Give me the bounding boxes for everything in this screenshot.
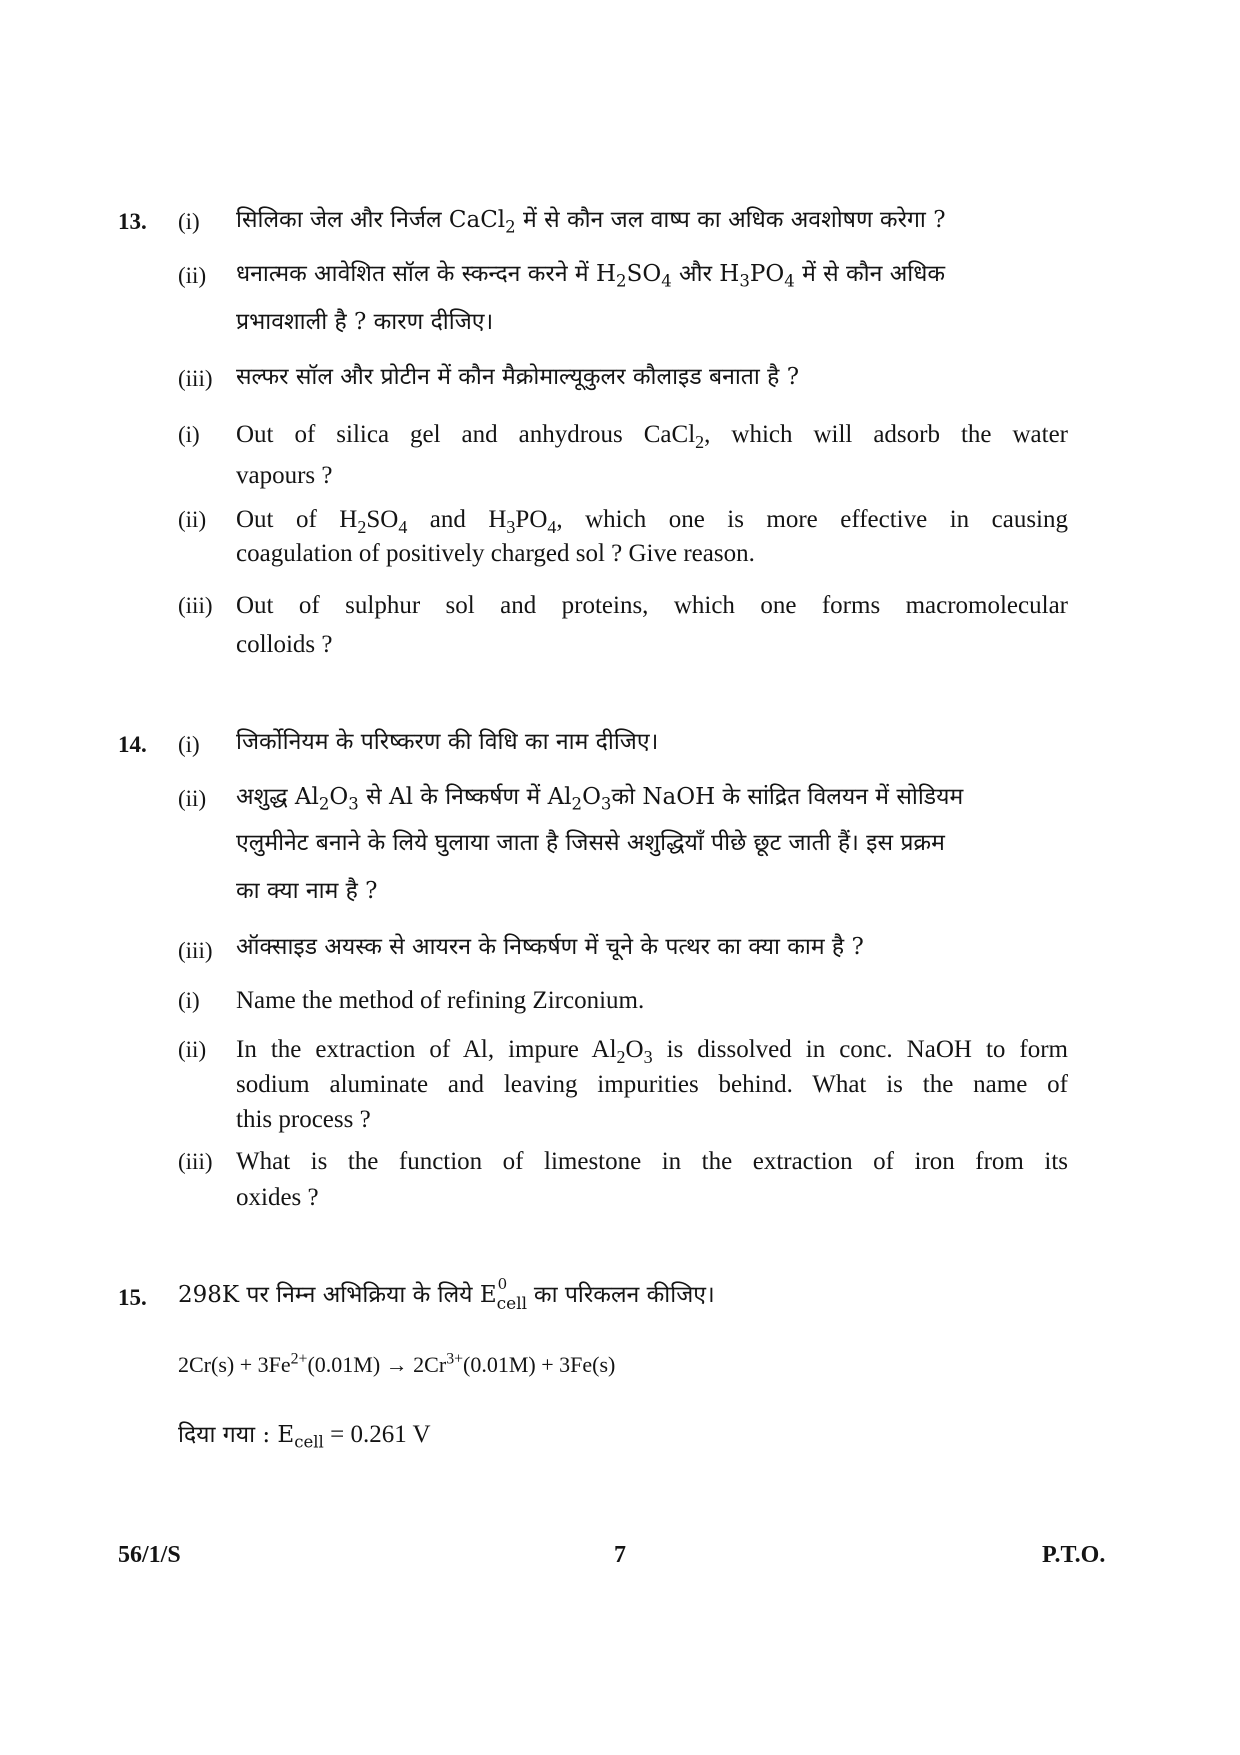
paper-code: 56/1/S: [118, 1542, 181, 1568]
question-text-english: this process ?: [236, 1106, 371, 1133]
question-text-hindi: प्रभावशाली है ? कारण दीजिए।: [236, 309, 494, 335]
part-marker: (iii): [178, 938, 213, 963]
question-text-english: coagulation of positively charged sol ? Give reason.: [236, 540, 755, 567]
question-text-english: What is the function of limestone in the extraction of iron from its: [236, 1148, 1068, 1175]
part-marker: (iii): [178, 593, 213, 618]
part-marker: (ii): [178, 1037, 207, 1062]
part-marker: (i): [178, 732, 200, 757]
question-number: 14.: [118, 732, 147, 757]
part-marker: (i): [178, 209, 200, 234]
given-value: दिया गया : $E_{cell} = 0.261$ V: [178, 1421, 431, 1452]
question-text-hindi: अशुद्ध $Al_2O_3$ से Al के निष्कर्षण में $Al_2O_3को$ NaOH के सांद्रित विलयन में सोडियम: [236, 784, 964, 814]
question-text-english: vapours ?: [236, 462, 333, 489]
part-marker: (iii): [178, 366, 213, 391]
part-marker: (iii): [178, 1149, 213, 1174]
question-text-hindi: धनात्मक आवेशित सॉल के स्कन्दन करने में $H_2SO_4$ और $H_3PO_4$ में से कौन अधिक: [236, 261, 946, 291]
part-marker: (ii): [178, 507, 207, 532]
question-text-english: Out of silica gel and anhydrous CaCl$_2$, which will adsorb the water: [236, 421, 1069, 452]
part-marker: (i): [178, 988, 200, 1013]
question-text-hindi: 298K पर निम्न अभिक्रिया के लिये E 0 cell का परिकलन कीजिए।: [178, 1275, 715, 1314]
question-text-english: Name the method of refining Zirconium.: [236, 987, 645, 1014]
question-text-english: sodium aluminate and leaving impurities behind. What is the name of: [236, 1071, 1068, 1098]
question-text-english: colloids ?: [236, 631, 333, 658]
question-text-english: Out of $H_2SO_4$ and $H_3PO_4$, which one is more effective in causing: [236, 506, 1068, 537]
question-text-hindi: सिलिका जेल और निर्जल CaCl$_2$ में से कौन जल वाष्प का अधिक अवशोषण करेगा ?: [236, 207, 946, 237]
part-marker: (ii): [178, 263, 207, 288]
question-text-hindi: एलुमीनेट बनाने के लिये घुलाया जाता है जिससे अशुद्धियाँ पीछे छूट जाती हैं। इस प्रक्रम: [236, 830, 945, 856]
question-number: 15.: [118, 1285, 147, 1310]
question-text-hindi: जिर्कोनियम के परिष्करण की विधि का नाम दीजिए।: [236, 729, 659, 755]
reaction-equation: $2Cr(s) + 3Fe^{2+}(0.01M) \to 2Cr^{3+}(0.01M) + 3Fe(s)$: [178, 1350, 616, 1377]
question-text-english: oxides ?: [236, 1184, 319, 1211]
question-text-hindi: का क्या नाम है ?: [236, 878, 378, 904]
part-marker: (ii): [178, 786, 207, 811]
part-marker: (i): [178, 422, 200, 447]
pto-label: P.T.O.: [1042, 1542, 1106, 1568]
question-text-english: In the extraction of Al, impure $Al_2O_3$ is dissolved in conc. NaOH to form: [236, 1036, 1068, 1067]
page-number: 7: [614, 1542, 626, 1568]
question-text-hindi: सल्फर सॉल और प्रोटीन में कौन मैक्रोमाल्यूकुलर कौलाइड बनाता है ?: [236, 364, 800, 390]
question-text-hindi: ऑक्साइड अयस्क से आयरन के निष्कर्षण में चूने के पत्थर का क्या काम है ?: [236, 934, 864, 960]
question-number: 13.: [118, 209, 147, 234]
question-text-english: Out of sulphur sol and proteins, which one forms macromolecular: [236, 592, 1068, 619]
